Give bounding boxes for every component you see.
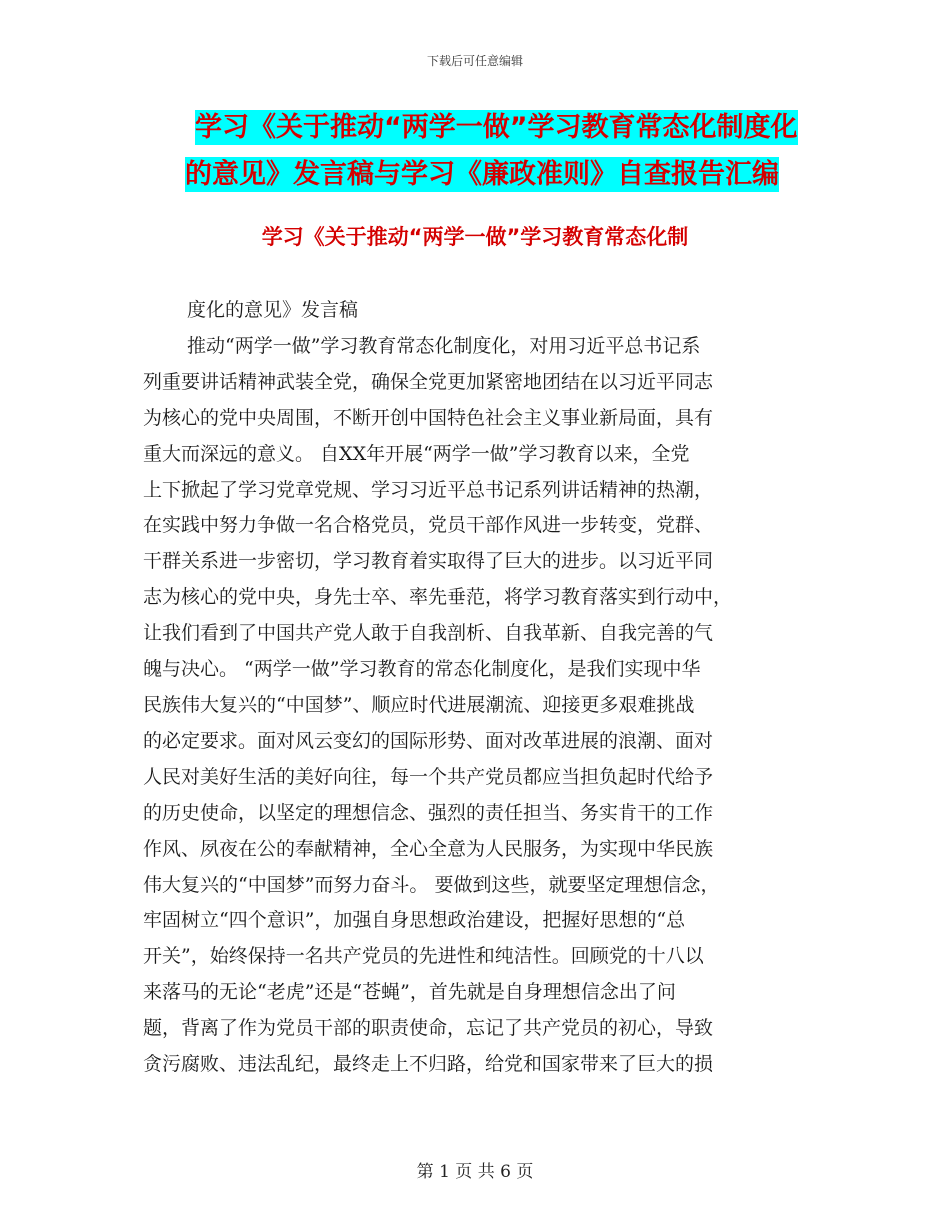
body-line: 的历史使命，以坚定的理想信念、强烈的责任担当、务实肯干的工作: [143, 801, 714, 824]
body-line: 作风、夙夜在公的奉献精神，全心全意为人民服务，为实现中华民族: [143, 837, 714, 860]
body-line: 让我们看到了中国共产党人敢于自我剖析、自我革新、自我完善的气: [143, 622, 714, 645]
body-line: 志为核心的党中央，身先士卒、率先垂范，将学习教育落实到行动中，: [143, 586, 733, 609]
body-line: 列重要讲话精神武装全党，确保全党更加紧密地团结在以习近平同志: [143, 370, 714, 393]
header-note: 下载后可任意编辑: [426, 54, 523, 68]
document-title: [185, 104, 825, 198]
body-line: 民族伟大复兴的“中国梦”、顺应时代进展潮流、迎接更多艰难挑战: [143, 693, 695, 716]
document-title-line-2-text: 的意见》发言稿与学习《廉政准则》自查报告汇编: [185, 159, 779, 190]
body-line: 的必定要求。面对风云变幻的国际形势、面对改革进展的浪潮、面对: [143, 729, 714, 752]
body-line: 推动“两学一做”学习教育常态化制度化，对用习近平总书记系: [187, 334, 701, 357]
body-line: 贪污腐败、违法乱纪，最终走上不归路，给党和国家带来了巨大的损: [143, 1053, 714, 1076]
body-line: 伟大复兴的“中国梦”而努力奋斗。 要做到这些，就要坚定理想信念，: [143, 873, 720, 896]
document-title-line-2: [185, 151, 825, 198]
body-line: 上下掀起了学习党章党规、学习习近平总书记系列讲话精神的热潮，: [143, 478, 714, 501]
body-line: 开关”，始终保持一名共产党员的先进性和纯洁性。回顾党的十八以: [143, 945, 704, 968]
body-line: 在实践中努力争做一名合格党员，党员干部作风进一步转变，党群、: [143, 514, 714, 537]
body-line: 魄与决心。 “两学一做”学习教育的常态化制度化，是我们实现中华: [143, 658, 701, 681]
page-footer: 第 1 页 共 6 页: [416, 1162, 534, 1182]
section-title: 学习《关于推动“两学一做”学习教育常态化制: [261, 225, 689, 249]
body-line: 牢固树立“四个意识”，加强自身思想政治建设，把握好思想的“总: [143, 909, 686, 932]
body-line: 重大而深远的意义。 自XX年开展“两学一做”学习教育以来，全党: [143, 442, 690, 465]
body-line: 度化的意见》发言稿: [187, 299, 359, 321]
document-title-line-1: [185, 104, 825, 151]
body-line: 人民对美好生活的美好向往，每一个共产党员都应当担负起时代给予: [143, 765, 714, 788]
body-line: 题，背离了作为党员干部的职责使命，忘记了共产党员的初心，导致: [143, 1017, 714, 1040]
body-line: 为核心的党中央周围，不断开创中国特色社会主义事业新局面，具有: [143, 406, 714, 429]
body-line: 干群关系进一步密切，学习教育着实取得了巨大的进步。以习近平同: [143, 550, 714, 573]
body-text: [143, 293, 823, 1083]
body-line: 来落马的无论“老虎”还是“苍蝇”，首先就是自身理想信念出了问: [143, 981, 676, 1004]
document-title-line-1-text: 学习《关于推动“两学一做”学习教育常态化制度化: [195, 112, 798, 143]
